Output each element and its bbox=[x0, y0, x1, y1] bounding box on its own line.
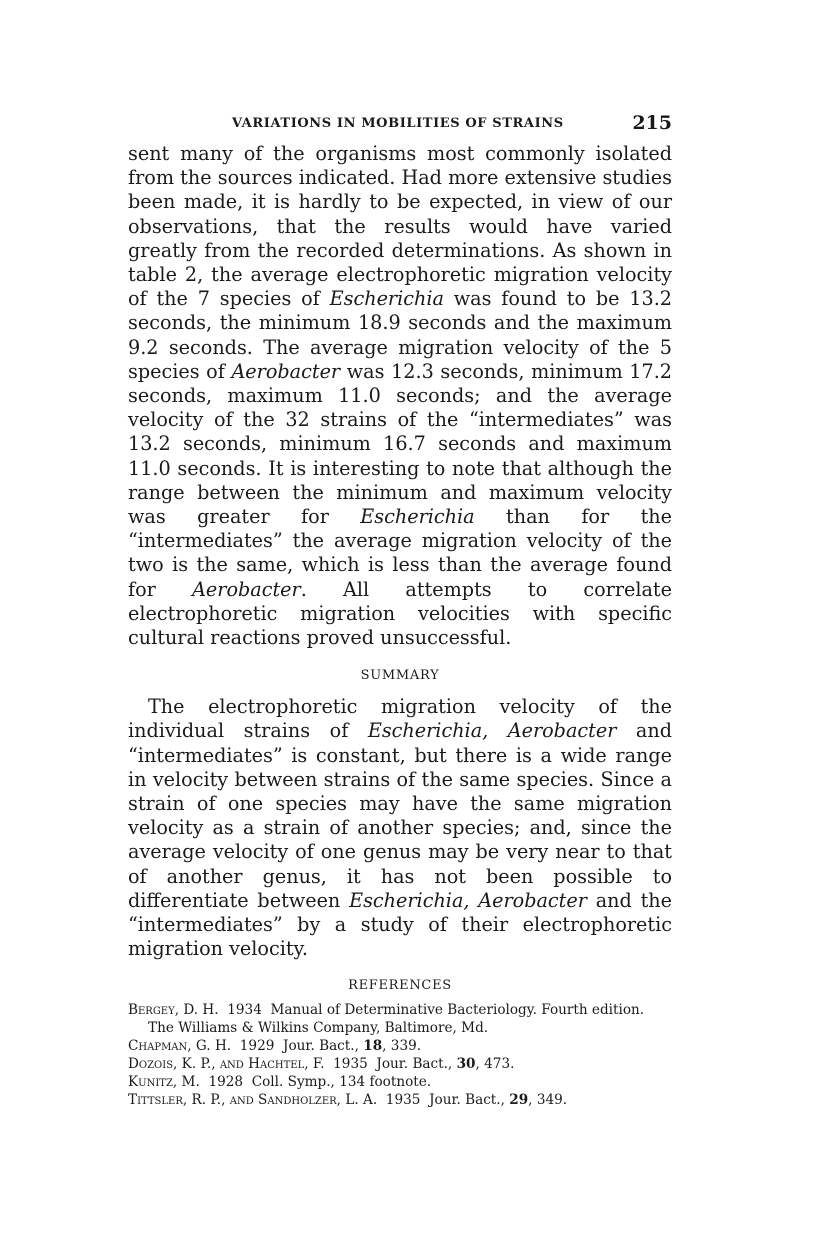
summary-paragraph bbox=[128, 695, 672, 961]
reference-authors: Chapman, G. H. bbox=[128, 1037, 232, 1054]
reference-authors: Bergey, D. H. bbox=[128, 1001, 219, 1018]
text-run: and the “intermediates” by a study of their electrophoretic migration velocity. bbox=[128, 888, 673, 961]
text-run: The electrophoretic migration velocity of the individual strains of bbox=[128, 695, 672, 743]
reference-source: Manual of Determinative Bacteriology. Fourth edition. bbox=[270, 1001, 645, 1018]
reference-authors: Tittsler, R. P., and Sandholzer, L. A. bbox=[128, 1091, 378, 1108]
reference-list bbox=[128, 1001, 672, 1109]
text-run: was 12.3 seconds, minimum 17.2 seconds, maximum 11.0 seconds; and the average velocity of the 32 strains of the “intermediates” was 13.2 seconds, minimum 16.7 seconds and maximum 11.0 seconds. It is interesting to note that although the range between the minimum and maximum velocity was greater for bbox=[128, 359, 672, 529]
reference-pages: , 349. bbox=[528, 1091, 568, 1108]
reference-authors: Kunitz, M. bbox=[128, 1073, 200, 1090]
reference-journal: Jour. Bact., bbox=[283, 1037, 359, 1054]
reference-journal: Jour. Bact., bbox=[376, 1055, 453, 1072]
page-number: 215 bbox=[632, 112, 672, 134]
running-head bbox=[128, 108, 672, 142]
reference-source: Coll. Symp., 134 footnote. bbox=[251, 1073, 432, 1090]
reference-journal: Jour. Bact., bbox=[429, 1091, 505, 1108]
reference-item bbox=[128, 1055, 672, 1073]
summary-heading: SUMMARY bbox=[360, 668, 440, 684]
reference-volume: 29 bbox=[509, 1091, 529, 1108]
genus-name: Escherichia, Aerobacter bbox=[349, 888, 587, 912]
genus-name: Escherichia bbox=[360, 505, 475, 529]
text-run: was found to be 13.2 seconds, the minimum 18.9 seconds and the maximum 9.2 seconds. The average migration velocity of the 5 species of bbox=[128, 287, 672, 383]
body-paragraph bbox=[128, 142, 672, 650]
reference-year: 1928 bbox=[208, 1073, 244, 1090]
reference-volume: 18 bbox=[363, 1037, 383, 1054]
reference-volume: 30 bbox=[456, 1055, 476, 1072]
reference-authors: Dozois, K. P., and Hachtel, F. bbox=[128, 1055, 325, 1072]
reference-year: 1929 bbox=[239, 1037, 275, 1054]
reference-item bbox=[128, 1001, 672, 1037]
genus-name: Aerobacter bbox=[192, 577, 301, 601]
text-run: than for the “intermediates” the average migration velocity of the two is the same, which is less than the average found for bbox=[128, 505, 672, 601]
reference-item bbox=[128, 1091, 672, 1109]
genus-name: Escherichia, Aerobacter bbox=[367, 719, 617, 743]
reference-year: 1935 bbox=[333, 1055, 368, 1072]
reference-pages: , 473. bbox=[475, 1055, 515, 1072]
text-run: and “intermediates” is constant, but there is a wide range in velocity between strains of the same species. Since a strain of one species may have the same migration velocity as a strain of another species; and, since the average velocity of one genus may be very near to that of another genus, it has not been possible to differentiate between bbox=[128, 719, 672, 912]
text-run: sent many of the organisms most commonly isolated from the sources indicated. Had more extensive studies been made, it is hardly to be expected, in view of our observations, that the results would have varied greatly from the recorded determinations. As shown in table 2, the average electrophoretic migration velocity of the 7 species of bbox=[128, 142, 672, 311]
reference-item bbox=[128, 1073, 672, 1091]
reference-item bbox=[128, 1037, 672, 1055]
genus-name: Aerobacter bbox=[231, 359, 341, 383]
references-heading: REFERENCES bbox=[348, 977, 452, 993]
genus-name: Escherichia bbox=[329, 287, 444, 311]
running-title: VARIATIONS IN MOBILITIES OF STRAINS bbox=[232, 116, 564, 131]
page bbox=[128, 108, 672, 1109]
reference-publisher: The Williams & Wilkins Company, Baltimore, Md. bbox=[148, 1019, 489, 1036]
text-run: . All attempts to correlate electrophoretic migration velocities with specific cultural reactions proved unsuccessful. bbox=[128, 577, 672, 650]
reference-pages: , 339. bbox=[382, 1037, 422, 1054]
reference-year: 1935 bbox=[385, 1091, 421, 1108]
reference-year: 1934 bbox=[227, 1001, 262, 1018]
